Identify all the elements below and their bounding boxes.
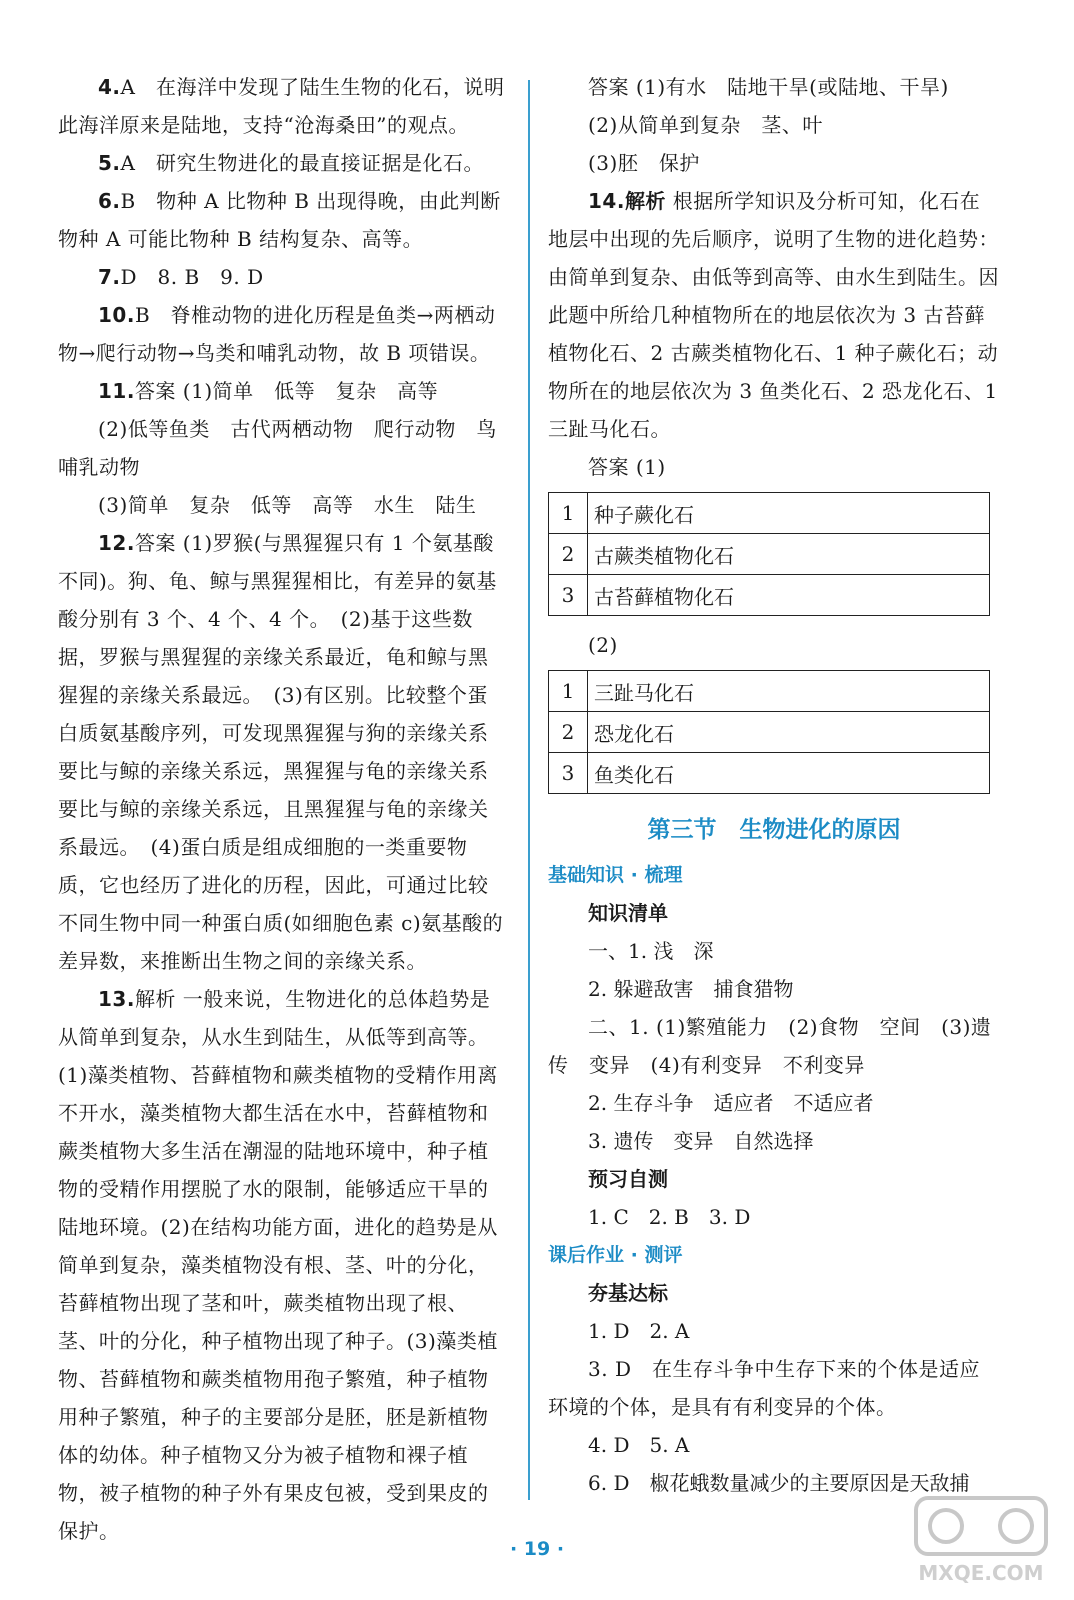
answer-item: 6.B 物种 A 比物种 B 出现得晚，由此判断物种 A 可能比物种 B 结构复杂、高等。 (58, 189, 501, 251)
answer-item: (3)简单 复杂 低等 高等 水生 陆生 (98, 493, 477, 517)
knowledge-line: 二、1. (1)繁殖能力 (2)食物 空间 (3)遗传 变异 (4)有利变异 不利变异 (548, 1015, 992, 1077)
watermark-text: MXQE.COM (918, 1561, 1044, 1585)
answer-item: 13.解析 一般来说，生物进化的总体趋势是从简单到复杂，从水生到陆生，从低等到高等。(1)藻类植物、苔藓植物和蕨类植物的受精作用离不开水，藻类植物大都生活在水中，苔藓植物和蕨类植物大多生活在潮湿的陆地环境中，种子植物的受精作用摆脱了水的限制，能够适应干旱的陆地环境。(2)在结构功能方面，进化的趋势是从简单到复杂，藻类植物没有根、茎、叶的分化，苔藓植物出现了茎和叶，蕨类植物出现了根、茎、叶的分化，种子植物出现了种子。(3)藻类植物、苔藓植物和蕨类植物用孢子繁殖，种子植物用种子繁殖，种子的主要部分是胚，胚是新植物体的幼体。种子植物又分为被子植物和裸子植物，被子植物的种子外有果皮包被，受到果皮的保护。 (58, 987, 498, 1543)
animal-fossil-table (548, 670, 990, 794)
answer-line: 1. D 2. A (588, 1319, 690, 1343)
plant-fossil-table (548, 492, 990, 616)
table-row: 2 恐龙化石 (549, 712, 990, 753)
right-column (548, 68, 1000, 1502)
table-row: 2 古蕨类植物化石 (549, 534, 990, 575)
answer-line: 6. D 椒花蛾数量减少的主要原因是天敌捕 (588, 1471, 970, 1495)
answer-label: (2) (588, 633, 618, 657)
answer-item: 4.A 在海洋中发现了陆生生物的化石，说明此海洋原来是陆地，支持“沧海桑田”的观点。 (58, 75, 505, 137)
knowledge-line: 2. 躲避敌害 捕食猎物 (588, 977, 794, 1001)
answer-item: 14.解析 根据所学知识及分析可知，化石在地层中出现的先后顺序，说明了生物的进化趋势：由简单到复杂、由低等到高等、由水生到陆生。因此题中所给几种植物所在的地层依次为 3 古苔藓植物化石、2 古蕨类植物化石、1 种子蕨化石；动物所在的地层依次为 3 鱼类化石、2 恐龙化石、1 三趾马化石。 (548, 189, 999, 441)
table-row: 3 鱼类化石 (549, 753, 990, 794)
answer-line: 1. C 2. B 3. D (588, 1205, 751, 1229)
answer-line: (2)从简单到复杂 茎、叶 (588, 113, 823, 137)
knowledge-line: 3. 遗传 变异 自然选择 (588, 1129, 814, 1153)
left-column (58, 68, 518, 1550)
answer-item: 5.A 研究生物进化的最直接证据是化石。 (98, 151, 484, 175)
list-heading: 知识清单 (588, 901, 668, 925)
section-title: 第三节 生物进化的原因 (647, 817, 901, 843)
knowledge-line: 一、1. 浅 深 (588, 939, 714, 963)
column-divider (528, 80, 530, 1500)
answer-item: 12.答案 (1)罗猴(与黑猩猩只有 1 个氨基酸不同)。狗、龟、鲸与黑猩猩相比，有差异的氨基酸分别有 3 个、4 个、4 个。 (2)基于这些数据，罗猴与黑猩猩的亲缘关系最近，龟和鲸与黑猩猩的亲缘关系最远。 (3)有区别。比较整个蛋白质氨基酸序列，可发现黑猩猩与狗的亲缘关系要比与鲸的亲缘关系远，黑猩猩与龟的亲缘关系要比与鲸的亲缘关系远，且黑猩猩与龟的亲缘关系最远。 (4)蛋白质是组成细胞的一类重要物质，它也经历了进化的历程，因此，可通过比较不同生物中同一种蛋白质(如细胞色素 c)氨基酸的差异数，来推断出生物之间的亲缘关系。 (58, 531, 504, 973)
answer-line: 4. D 5. A (588, 1433, 690, 1457)
answer-line: 答案 (1)有水 陆地干旱(或陆地、干旱) (588, 75, 949, 99)
answer-item: 3. D 在生存斗争中生存下来的个体是适应环境的个体，是具有有利变异的个体。 (548, 1357, 980, 1419)
knowledge-line: 2. 生存斗争 适应者 不适应者 (588, 1091, 874, 1115)
answer-line: (3)胚 保护 (588, 151, 700, 175)
table-row: 1 种子蕨化石 (549, 493, 990, 534)
table-row: 1 三趾马化石 (549, 671, 990, 712)
answer-item: (2)低等鱼类 古代两栖动物 爬行动物 鸟 哺乳动物 (58, 417, 518, 479)
page-number: · 19 · (509, 1538, 565, 1560)
list-heading: 预习自测 (588, 1167, 668, 1191)
answer-label: 答案 (1) (588, 455, 666, 479)
subsection-heading: 基础知识 · 梳理 (548, 864, 683, 886)
list-heading: 夯基达标 (588, 1281, 668, 1305)
answer-item: 7.D 8. B 9. D (98, 265, 264, 289)
subsection-heading: 课后作业 · 测评 (548, 1244, 683, 1266)
answer-item: 10.B 脊椎动物的进化历程是鱼类→两栖动物→爬行动物→鸟类和哺乳动物，故 B 项错误。 (58, 303, 496, 365)
table-row: 3 古苔藓植物化石 (549, 575, 990, 616)
watermark-logo (906, 1488, 1056, 1588)
answer-item: 11.答案 (1)简单 低等 复杂 高等 (98, 379, 439, 403)
